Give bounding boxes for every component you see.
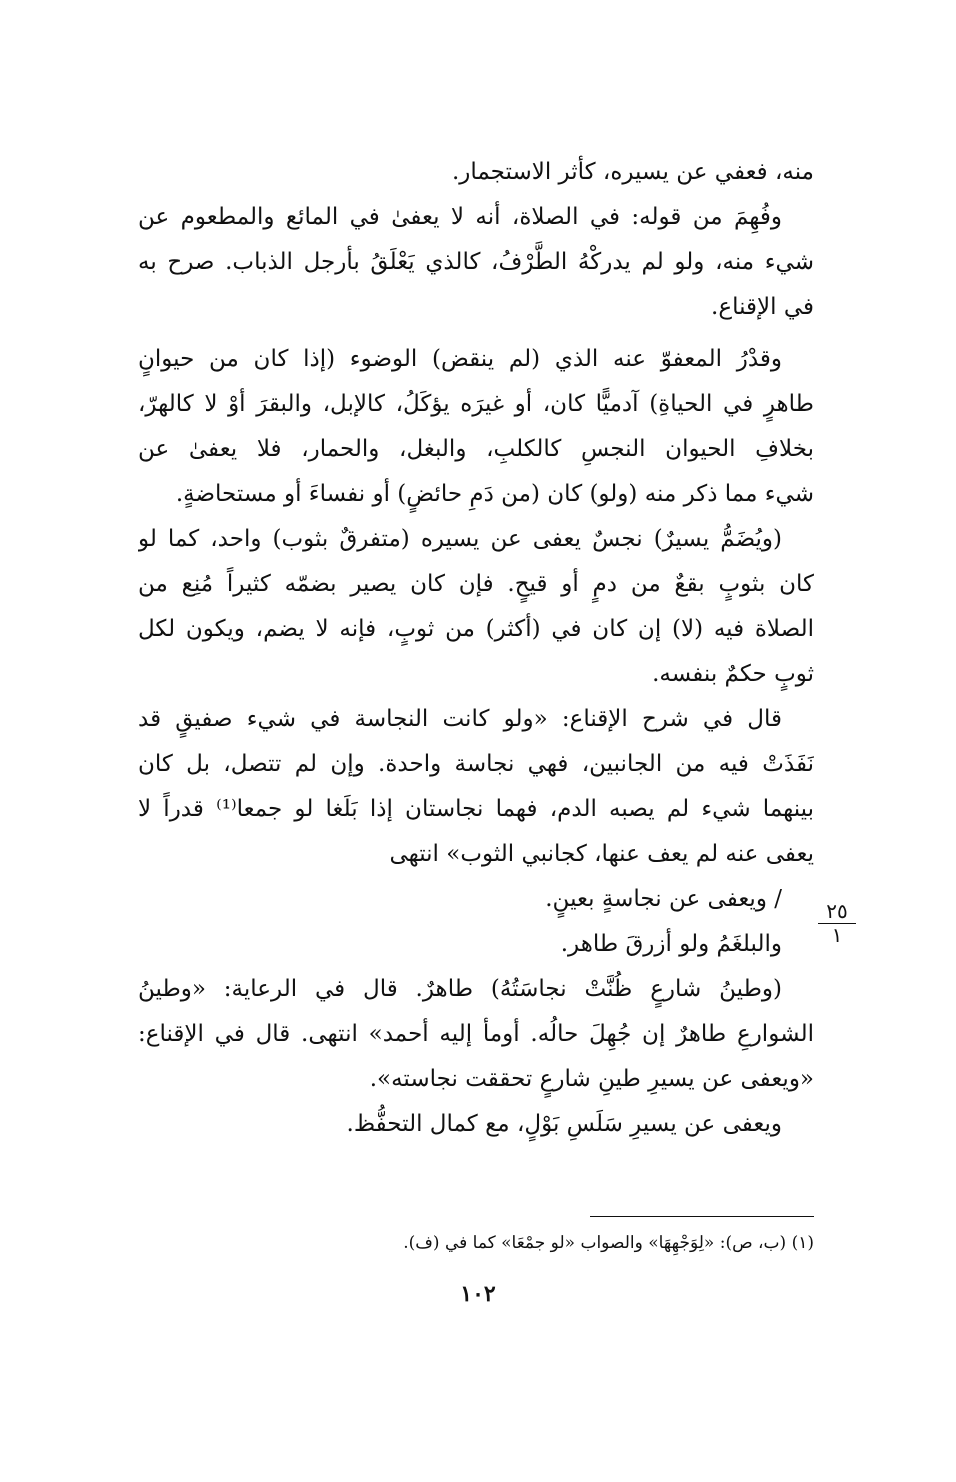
text-line: شيء مما ذكر منه (ولو) كان (من دَمِ حائضٍ) أو نفساءَ أو مستحاضةٍ. bbox=[175, 481, 814, 507]
text-line: بخلافِ الحيوان النجسِ كالكلبِ، والبغل، والحمار، فلا يعفىٰ عن bbox=[138, 436, 814, 462]
text-line: / ويعفى عن نجاسةٍ بعينٍ. bbox=[545, 886, 782, 912]
text-line: (وطينُ شارعٍ ظُنَّتْ نجاسَتُهُ) طاهرٌ. قال في الرعاية: «وطينُ bbox=[138, 976, 782, 1002]
text-line: في الإقناع. bbox=[711, 294, 814, 320]
text-line: نَفَذَتْ فيه من الجانبين، فهي نجاسة واحدة. وإن لم تتصل، بل كان bbox=[138, 751, 814, 777]
text-line: والبلغَمُ ولو أزرقَ طاهر. bbox=[560, 931, 782, 957]
text-line: الشوارعِ طاهرٌ إن جُهِلَ حالُه. أومأ إليه أحمد» انتهى. قال في الإقناع: bbox=[138, 1021, 814, 1047]
main-text bbox=[138, 150, 814, 330]
text-line: بينهما شيء لم يصبه الدم، فهما نجاستان إذا بَلَغا لو جمعا⁽¹⁾ قدراً لا bbox=[138, 796, 814, 822]
text-line: ثوبٍ حكمٌ بنفسه. bbox=[652, 661, 814, 687]
folio-number: ٢٥ bbox=[818, 900, 856, 924]
footnote-separator bbox=[590, 1216, 814, 1217]
text-line: الصلاة فيه (لا) إن كان في (أكثر) من ثوبٍ، فإنه لا يضم، ويكون لكل bbox=[138, 616, 814, 642]
text-line: كان بثوبٍ بقعٌ من دمٍ أو قيحٍ. فإن كان يصير بضمّه كثيراً مُنِع من bbox=[138, 571, 814, 597]
folio-side: ١ bbox=[831, 923, 843, 947]
footnote: (١) (ب، ص): «لِوَجْهِهَا» والصواب «لو جمْعَا» كما في (ف). bbox=[403, 1233, 814, 1253]
text-line: قال في شرح الإقناع: «ولو كانت النجاسة في شيء صفيقٍ قد bbox=[138, 706, 782, 732]
main-text bbox=[138, 337, 814, 1147]
text-line: ويعفى عن يسيرِ سَلَسِ بَوْلٍ، مع كمال التحفُّظ. bbox=[346, 1111, 782, 1137]
page-number: ١٠٢ bbox=[460, 1281, 496, 1307]
text-line: وقدْرُ المعفوّ عنه الذي (لم ينقض) الوضوء (إذا كان من حيوانٍ bbox=[138, 346, 782, 372]
text-line: منه، فعفي عن يسيره، كأثر الاستجمار. bbox=[451, 159, 814, 185]
text-line: يعفى عنه لم يعف عنها، كجانبي الثوب» انتهى bbox=[389, 841, 814, 867]
manuscript-folio-marker bbox=[818, 900, 856, 946]
text-line: (ويُضَمُّ يسيرٌ) نجسٌ يعفى عن يسيره (متفرقٌ بثوب) واحد، كما لو bbox=[138, 526, 782, 552]
text-line: وفُهِمَ من قوله: في الصلاة، أنه لا يعفىٰ في المائع والمطعوم عن bbox=[138, 204, 782, 230]
text-line: شيء منه، ولو لم يدركْهُ الطَّرْفُ، كالذي يَعْلَقُ بأرجل الذباب. صرح به bbox=[138, 249, 814, 275]
text-line: «ويعفى عن يسيرِ طينِ شارعٍ تحققت نجاسته». bbox=[369, 1066, 814, 1092]
text-line: طاهرٍ في الحياةِ) آدميًّا كان، أو غيرَه يؤكَلُ، كالإبل، والبقرَ أوْ لا كالهرّ، bbox=[138, 391, 814, 417]
